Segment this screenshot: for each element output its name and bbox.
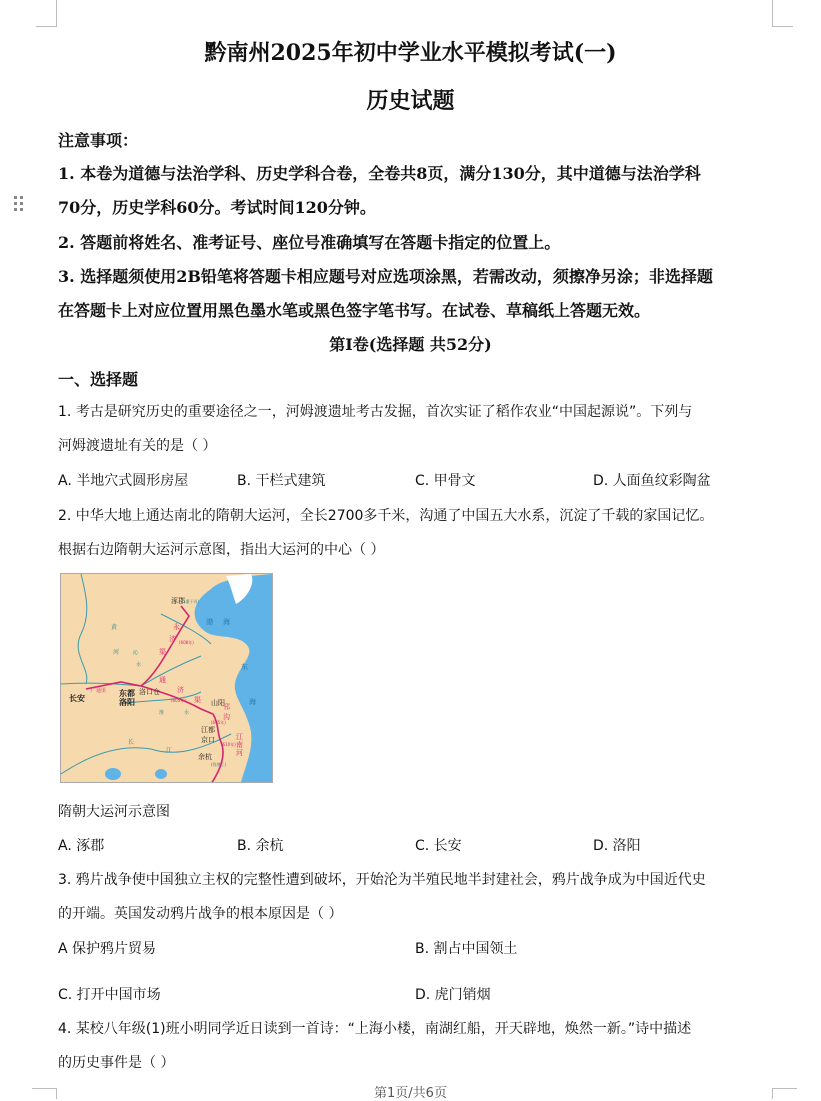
drag-handle-icon[interactable]: [14, 196, 24, 210]
question-3-option-c: C. 打开中国市场: [58, 987, 161, 1003]
figure-caption: 隋朝大运河示意图: [58, 804, 170, 820]
map-label-bohai: 渤: [206, 618, 213, 626]
map-label-luoyang: 洛阳: [119, 698, 135, 707]
question-2-text: 根据右边隋朝大运河示意图，指出大运河的中心（ ）: [58, 542, 385, 558]
map-label-qiantang: (钱塘江): [211, 762, 227, 767]
part-title: 第Ⅰ卷(选择题 共52分): [329, 335, 492, 354]
map-label-yongji: 渠: [159, 648, 166, 656]
map-label-jiangnan: 江: [236, 733, 243, 741]
question-1-text: 河姆渡遗址有关的是（ ）: [58, 438, 217, 454]
map-label-donghai: 海: [249, 698, 256, 706]
question-1-option-c: C. 甲骨文: [415, 473, 476, 489]
map-label-yongji: 济: [169, 635, 176, 643]
map-label-jiangnan: 南: [236, 741, 243, 749]
note-line: 1. 本卷为道德与法治学科、历史学科合卷，全卷共8页，满分130分，其中道德与法治学科: [58, 164, 701, 183]
map-label-donghai: 东: [241, 663, 248, 671]
question-1-option-d: D. 人面鱼纹彩陶盆: [593, 473, 711, 489]
map-label-huai: 淮: [159, 710, 165, 716]
map-label-huaishui: 水: [184, 710, 190, 716]
map-label-year: (605年): [171, 698, 186, 703]
map-label-hanjiang: 沟: [223, 713, 230, 721]
page-corner-mark: [36, 0, 57, 27]
map-lake: [155, 769, 167, 779]
map-label-zhuojun: 涿郡: [171, 597, 185, 605]
map-label-yuhang: 余杭: [198, 753, 212, 761]
page-number: 第1页/共6页: [374, 1086, 447, 1101]
map-label-changjiang: 长: [128, 739, 135, 746]
question-1-option-a: A. 半地穴式圆形房屋: [58, 473, 189, 489]
question-2-option-c: C. 长安: [415, 838, 462, 854]
note-line: 2. 答题前将姓名、准考证号、座位号准确填写在答题卡指定的位置上。: [58, 233, 561, 252]
question-2-option-b: B. 余杭: [237, 838, 284, 854]
map-label-tongji: 渠: [194, 696, 201, 704]
map-label-qinshui: 沁: [133, 650, 139, 656]
map-label-huanghe: 黄: [111, 624, 118, 631]
question-2-option-a: A. 涿郡: [58, 838, 105, 854]
question-4-text: 的历史事件是（ ）: [58, 1055, 175, 1071]
question-3-text: 3. 鸦片战争使中国独立主权的完整性遭到破坏，开始沦为半殖民地半封建社会，鸦片战争成为中国近代史: [58, 872, 706, 888]
exam-title: 黔南州2025年初中学业水平模拟考试(一): [204, 40, 617, 66]
question-1-text: 1. 考古是研究历史的重要途径之一，河姆渡遗址考古发掘，首次实证了稻作农业“中国起源说”。下列与: [58, 404, 693, 420]
note-line: 3. 选择题须使用2B铅笔将答题卡相应题号对应选项涂黑，若需改动，须擦净另涂；非选择题: [58, 267, 713, 286]
map-label-year: (608年): [179, 640, 194, 645]
map-label-shanyang: 山阳: [211, 699, 225, 707]
notes-heading: 注意事项：: [58, 131, 139, 150]
map-label-hanjiang: 邗: [223, 703, 230, 711]
grand-canal-map: [60, 573, 273, 783]
map-label-guangtong: 广通渠: [91, 688, 107, 694]
map-label-dongdu: 东都: [119, 689, 135, 698]
question-1-option-b: B. 干栏式建筑: [237, 473, 326, 489]
map-label-bohai: 海: [223, 618, 230, 626]
map-label-jiangnan: 河: [236, 749, 243, 757]
subject-title: 历史试题: [366, 88, 455, 114]
map-label-jiangdu: 江都: [201, 726, 215, 734]
question-3-option-d: D. 虎门销烟: [415, 987, 491, 1003]
map-label-sanggan: (桑干河): [184, 599, 200, 604]
map-label-qinshui: 水: [136, 662, 142, 668]
question-4-text: 4. 某校八年级(1)班小明同学近日读到一首诗：“上海小楼，南湖红船，开天辟地，焕然一新。”诗中描述: [58, 1021, 692, 1037]
section-heading: 一、选择题: [58, 370, 139, 389]
map-label-luokoucang: 洛口仓: [139, 688, 160, 696]
map-label-yongji: 永: [173, 623, 180, 631]
map-label-tongji: 通: [159, 676, 166, 684]
map-label-tongji: 济: [177, 686, 184, 694]
page-corner-mark: [772, 0, 793, 27]
map-lake: [105, 768, 121, 780]
question-2-text: 2. 中华大地上通达南北的隋朝大运河，全长2700多千米，沟通了中国五大水系，沉淀了千载的家国记忆。: [58, 508, 714, 524]
note-line: 70分，历史学科60分。考试时间120分钟。: [58, 198, 376, 217]
map-label-changan: 长安: [69, 694, 85, 703]
map-label-jingkou: 京口: [201, 736, 215, 744]
note-line: 在答题卡上对应位置用黑色墨水笔或黑色签字笔书写。在试卷、草稿纸上答题无效。: [58, 301, 651, 320]
question-3-option-a: A 保护鸦片贸易: [58, 941, 157, 957]
map-label-huanghe: 河: [113, 649, 120, 656]
question-3-text: 的开端。英国发动鸦片战争的根本原因是（ ）: [58, 906, 343, 922]
map-label-year: (605年): [211, 720, 226, 725]
map-label-year: (610年): [221, 742, 236, 747]
question-3-option-b: B. 割占中国领土: [415, 941, 518, 957]
map-label-changjiang: 江: [166, 747, 173, 754]
question-2-option-d: D. 洛阳: [593, 838, 641, 854]
